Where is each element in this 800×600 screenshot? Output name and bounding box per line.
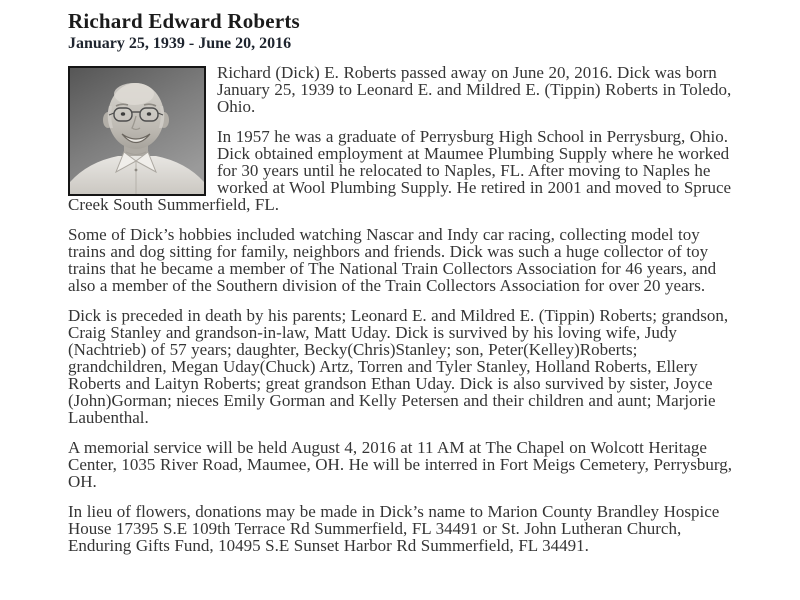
obituary-header — [68, 9, 738, 53]
obituary-paragraph-2: In 1957 he was a graduate of Perrysburg High School in Perrysburg, Ohio. Dick obtained employment at Maumee Plumbing Supply where he worked for 30 years until he relocated to Naples, FL. After moving to Naples he worked at Wool Plumbing Supply. He retired in 2001 and moved to Spruce Creek South Summerfield, FL. — [68, 127, 732, 214]
portrait-photo-illustration — [70, 68, 204, 194]
obituary-body — [68, 64, 738, 554]
obituary-paragraph-5: A memorial service will be held August 4, 2016 at 11 AM at The Chapel on Wolcott Heritage Center, 1035 River Road, Maumee, OH. He will be interred in Fort Meigs Cemetery, Perrysburg, OH. — [68, 438, 733, 491]
life-dates: January 25, 1939 - June 20, 2016 — [68, 35, 292, 52]
obituary-paragraph-6: In lieu of flowers, donations may be made in Dick’s name to Marion County Brandley Hospice House 17395 S.E 109th Terrace Rd Summerfield, FL 34491 or St. John Lutheran Church, Enduring Gifts Fund, 10495 S.E Sunset Harbor Rd Summerfield, FL 34491. — [68, 502, 720, 555]
page-title: Richard Edward Roberts — [68, 9, 300, 33]
obituary-paragraph-3: Some of Dick’s hobbies included watching Nascar and Indy car racing, collecting model toy trains and dog sitting for family, neighbors and friends. Dick was such a huge collector of toy trains that he became a member of The National Train Collectors Association for 46 years, and also a member of the Southern division of the Train Collectors Association for over 20 years. — [68, 225, 717, 295]
portrait-photo — [68, 66, 206, 196]
obituary-paragraph-4: Dick is preceded in death by his parents; Leonard E. and Mildred E. (Tippin) Roberts; grandson, Craig Stanley and grandson-in-law, Matt Uday. Dick is survived by his loving wife, Judy (Nachtrieb) of 57 years; daughter, Becky(Chris)Stanley; son, Peter(Kelley)Roberts; grandchildren, Megan Uday(Chuck) Artz, Torren and Tyler Stanley, Holland Roberts, Ellery Roberts and Laityn Roberts; great grandson Ethan Uday. Dick is also survived by sister, Joyce (John)Gorman; nieces Emily Gorman and Kelly Petersen and their children and aunt; Marjorie Laubenthal. — [68, 306, 729, 427]
obituary-paragraph-1: Richard (Dick) E. Roberts passed away on June 20, 2016. Dick was born January 25, 1939 to Leonard E. and Mildred E. (Tippin) Roberts in Toledo, Ohio. — [217, 63, 732, 116]
